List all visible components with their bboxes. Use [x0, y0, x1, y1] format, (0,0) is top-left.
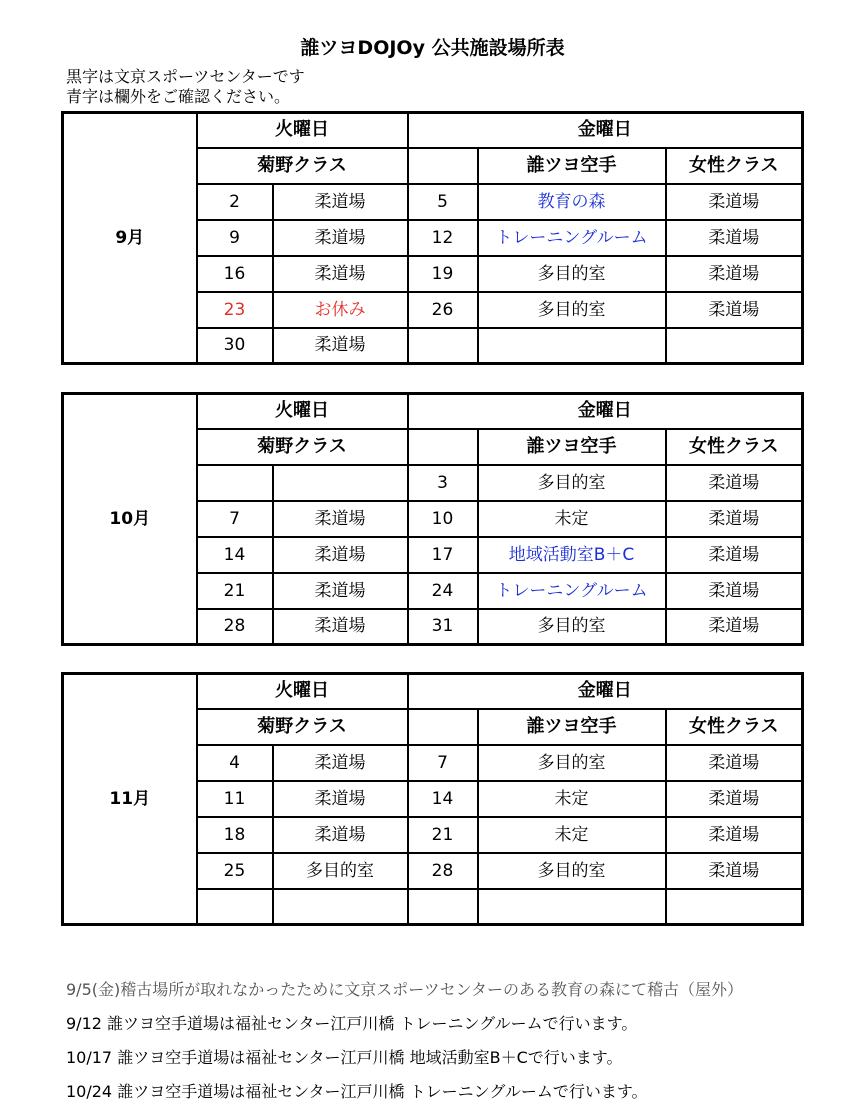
tuesday-header: 火曜日: [197, 113, 408, 148]
month-table-3: [61, 672, 804, 926]
tuesday-venue: 柔道場: [273, 573, 408, 609]
tuesday-date: [197, 465, 273, 501]
kikuno-class-header: 菊野クラス: [197, 429, 408, 465]
kikuno-class-header: 菊野クラス: [197, 148, 408, 184]
tuesday-date: 23: [197, 292, 273, 328]
friday-date: 5: [408, 184, 478, 220]
friday-date: 28: [408, 853, 478, 889]
women-venue: 柔道場: [666, 537, 803, 573]
friday-date: 3: [408, 465, 478, 501]
women-venue: 柔道場: [666, 292, 803, 328]
tuesday-date: 4: [197, 745, 273, 781]
friday-venue: 未定: [478, 781, 666, 817]
tuesday-venue: 柔道場: [273, 609, 408, 645]
women-venue: [666, 328, 803, 364]
women-venue: 柔道場: [666, 781, 803, 817]
friday-date: 7: [408, 745, 478, 781]
friday-venue: 未定: [478, 817, 666, 853]
blank-header-cell: [408, 429, 478, 465]
tuesday-venue: 柔道場: [273, 745, 408, 781]
intro-line-black: 黒字は文京スポーツセンターです: [66, 67, 305, 86]
month-label: 10月: [63, 394, 197, 645]
friday-date: 26: [408, 292, 478, 328]
tuesday-venue: 柔道場: [273, 328, 408, 364]
dare-tsuyo-header: 誰ツヨ空手: [478, 709, 666, 745]
friday-header: 金曜日: [408, 113, 803, 148]
women-venue: 柔道場: [666, 465, 803, 501]
month-label: 11月: [63, 674, 197, 925]
month-table-2: [61, 392, 804, 646]
women-class-header: 女性クラス: [666, 429, 803, 465]
tuesday-date: 28: [197, 609, 273, 645]
tuesday-date: 30: [197, 328, 273, 364]
dare-tsuyo-header: 誰ツヨ空手: [478, 148, 666, 184]
tuesday-venue: お休み: [273, 292, 408, 328]
tuesday-venue: 柔道場: [273, 781, 408, 817]
friday-venue: 教育の森: [478, 184, 666, 220]
footnotes: [66, 980, 865, 1116]
women-venue: 柔道場: [666, 256, 803, 292]
tuesday-venue: [273, 889, 408, 925]
friday-venue: トレーニングルーム: [478, 220, 666, 256]
friday-date: [408, 328, 478, 364]
friday-header: 金曜日: [408, 394, 803, 429]
footnote-9-12: 9/12 誰ツヨ空手道場は福祉センター江戸川橋 トレーニングルームで行います。: [66, 1014, 638, 1033]
friday-venue: 多目的室: [478, 256, 666, 292]
friday-date: 17: [408, 537, 478, 573]
tuesday-date: 21: [197, 573, 273, 609]
tuesday-date: 11: [197, 781, 273, 817]
tuesday-date: 16: [197, 256, 273, 292]
friday-venue: [478, 889, 666, 925]
women-venue: 柔道場: [666, 573, 803, 609]
footnote-10-24: 10/24 誰ツヨ空手道場は福祉センター江戸川橋 トレーニングルームで行います。: [66, 1082, 648, 1101]
friday-venue: 多目的室: [478, 292, 666, 328]
friday-venue: トレーニングルーム: [478, 573, 666, 609]
women-class-header: 女性クラス: [666, 148, 803, 184]
kikuno-class-header: 菊野クラス: [197, 709, 408, 745]
friday-date: 31: [408, 609, 478, 645]
tuesday-date: 14: [197, 537, 273, 573]
tuesday-venue: [273, 465, 408, 501]
friday-date: 21: [408, 817, 478, 853]
tuesday-header: 火曜日: [197, 394, 408, 429]
tuesday-venue: 柔道場: [273, 256, 408, 292]
friday-date: [408, 889, 478, 925]
friday-venue: 多目的室: [478, 745, 666, 781]
women-venue: 柔道場: [666, 184, 803, 220]
blank-header-cell: [408, 709, 478, 745]
women-venue: 柔道場: [666, 817, 803, 853]
friday-venue: 地域活動室B＋C: [478, 537, 666, 573]
tuesday-date: 25: [197, 853, 273, 889]
tuesday-venue: 柔道場: [273, 184, 408, 220]
women-venue: 柔道場: [666, 609, 803, 645]
dare-tsuyo-header: 誰ツヨ空手: [478, 429, 666, 465]
page-title: 誰ツヨDOJOy 公共施設場所表: [300, 37, 565, 59]
tuesday-date: 7: [197, 501, 273, 537]
tuesday-venue: 多目的室: [273, 853, 408, 889]
women-venue: [666, 889, 803, 925]
friday-venue: [478, 328, 666, 364]
friday-venue: 多目的室: [478, 465, 666, 501]
tuesday-venue: 柔道場: [273, 501, 408, 537]
friday-venue: 多目的室: [478, 609, 666, 645]
tuesday-date: 9: [197, 220, 273, 256]
month-table-1: [61, 111, 804, 365]
month-label: 9月: [63, 113, 197, 364]
friday-venue: 多目的室: [478, 853, 666, 889]
women-venue: 柔道場: [666, 853, 803, 889]
tuesday-venue: 柔道場: [273, 817, 408, 853]
intro-line-blue: 青字は欄外をご確認ください。: [66, 87, 291, 106]
friday-date: 12: [408, 220, 478, 256]
tuesday-date: 2: [197, 184, 273, 220]
women-venue: 柔道場: [666, 501, 803, 537]
women-venue: 柔道場: [666, 220, 803, 256]
blank-header-cell: [408, 148, 478, 184]
friday-date: 24: [408, 573, 478, 609]
friday-date: 19: [408, 256, 478, 292]
women-venue: 柔道場: [666, 745, 803, 781]
tuesday-date: 18: [197, 817, 273, 853]
tuesday-header: 火曜日: [197, 674, 408, 709]
tuesday-date: [197, 889, 273, 925]
tuesday-venue: 柔道場: [273, 537, 408, 573]
friday-date: 14: [408, 781, 478, 817]
footnote-10-17: 10/17 誰ツヨ空手道場は福祉センター江戸川橋 地域活動室B＋Cで行います。: [66, 1048, 623, 1067]
friday-venue: 未定: [478, 501, 666, 537]
friday-header: 金曜日: [408, 674, 803, 709]
tuesday-venue: 柔道場: [273, 220, 408, 256]
friday-date: 10: [408, 501, 478, 537]
footnote-9-5: 9/5(金)稽古場所が取れなかったために文京スポーツセンターのある教育の森にて稽古（屋外）: [66, 980, 743, 999]
women-class-header: 女性クラス: [666, 709, 803, 745]
